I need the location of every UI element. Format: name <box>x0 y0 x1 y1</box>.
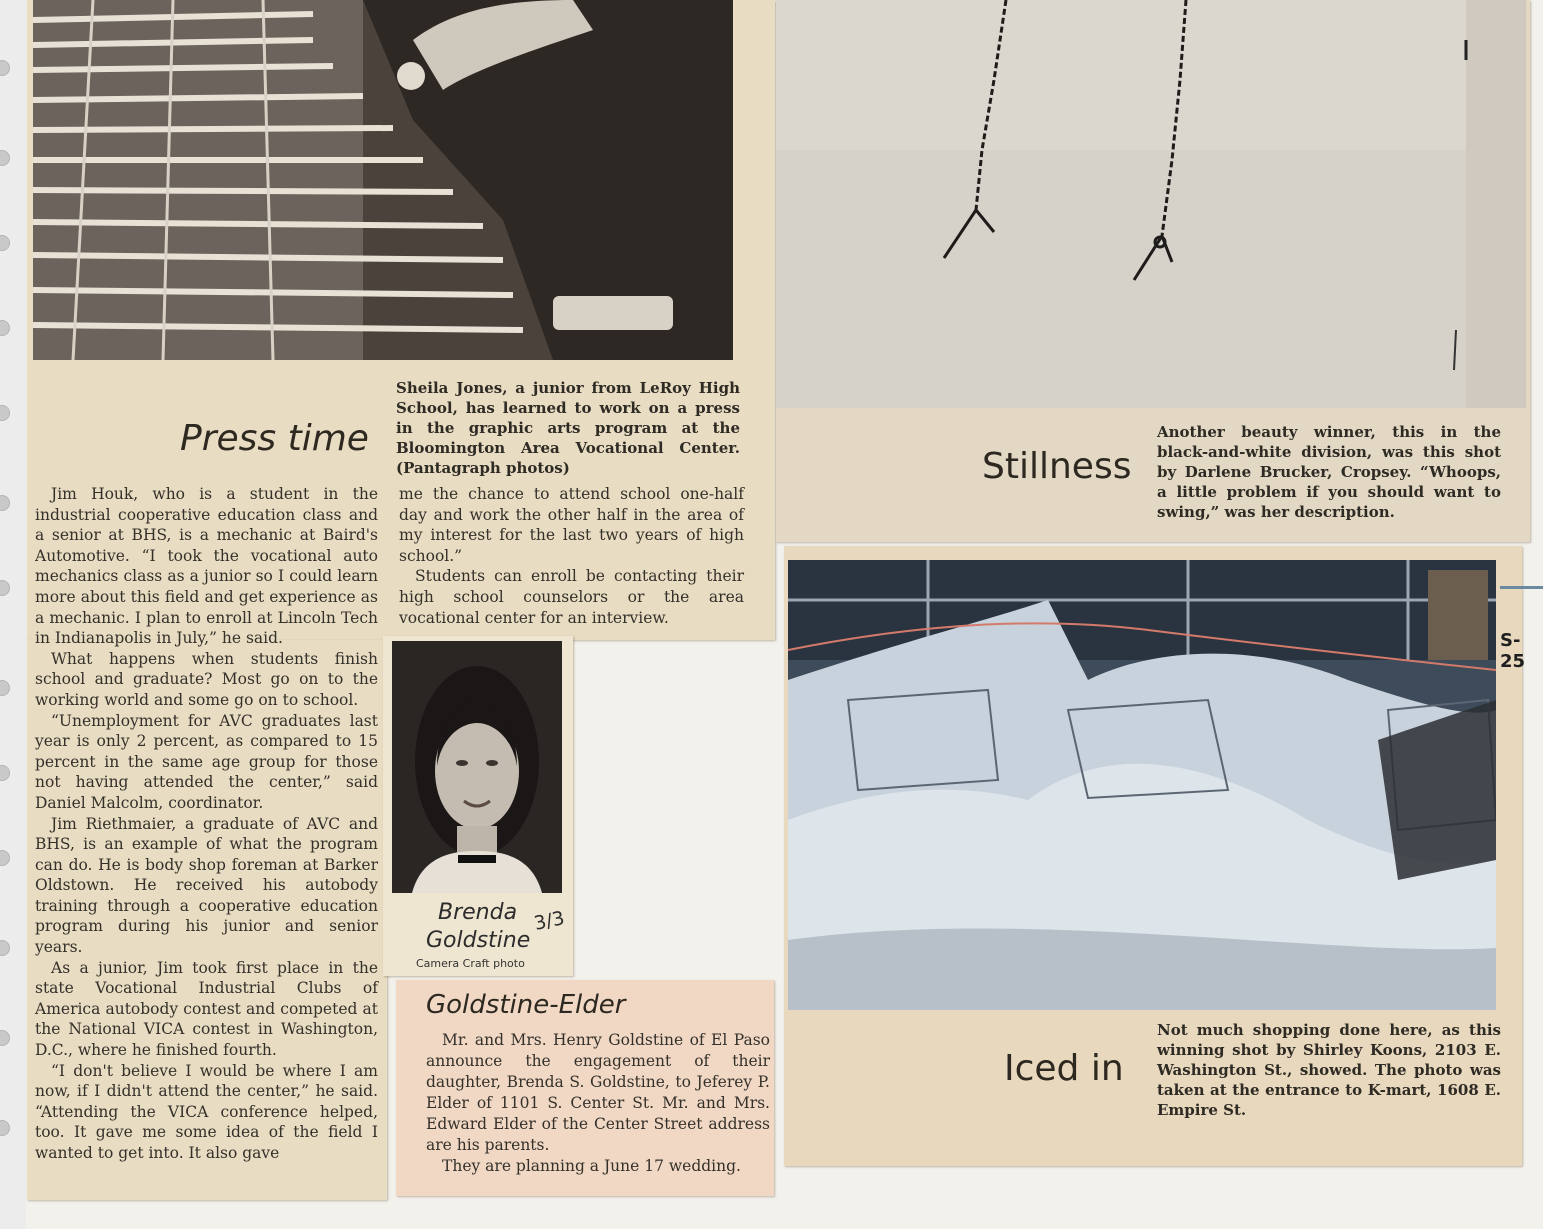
binder-hole <box>0 765 10 781</box>
paragraph: “I don't believe I would be where I am now, if I didn't attend the center,” he said. “Attending the VICA conference helped, too. It gave me some idea of the field I wanted to get into. It also gave <box>35 1061 378 1162</box>
brenda-name-line-1: Brenda <box>438 900 518 925</box>
press-photo <box>33 0 733 360</box>
paragraph: As a junior, Jim took first place in the state Vocational Industrial Clubs of America autobody contest and competed at the National VICA contest in Washington, D.C., where he finished fourth. <box>35 958 378 1060</box>
page-number: S-25 <box>1500 630 1526 672</box>
paragraph: What happens when students finish school and graduate? Most go on to the working world and some go on to school. <box>35 649 378 709</box>
binder-hole <box>0 680 10 696</box>
iced-in-caption: Not much shopping done here, as this winning shot by Shirley Koons, 2103 E. Washington St., showed. The photo was taken at the entrance to K-mart, 1608 E. Empire St. <box>1157 1021 1501 1119</box>
photo-credit: Camera Craft photo <box>416 957 525 970</box>
press-time-caption: Sheila Jones, a junior from LeRoy High School, has learned to work on a press in the graphic arts program at the Bloomington Area Vocational Center. (Pantagraph photos) <box>396 379 740 477</box>
binder-hole <box>0 940 10 956</box>
engagement-body <box>426 1030 770 1177</box>
paragraph: “Unemployment for AVC graduates last year is only 2 percent, as compared to 15 percent in the same age group for those not having attended the center,” said Daniel Malcolm, coordinator. <box>35 711 378 812</box>
binder-hole <box>0 495 10 511</box>
iced-in-photo <box>788 560 1496 1010</box>
binder-hole <box>0 850 10 866</box>
stillness-caption: Another beauty winner, this in the black-and-white division, was this shot by Darlene Brucker, Cropsey. “Whoops, a little problem if you should want to swing,” was her description. <box>1157 423 1501 521</box>
binder-edge <box>0 0 26 1229</box>
paragraph: Mr. and Mrs. Henry Goldstine of El Paso announce the engagement of their daughter, Brenda S. Goldstine, to Jeferey P. Elder of 1101 S. Center St. Mr. and Mrs. Edward Elder of the Center Street address are his parents. <box>426 1031 770 1154</box>
paragraph: Jim Houk, who is a student in the industrial cooperative education class and a senior at BHS, is a mechanic at Baird's Automotive. “I took the vocational auto mechanics class as a junior so I could learn more about this field and get experience as a mechanic. I plan to enroll at Lincoln Tech in Indianapolis in July,” he said. <box>35 485 378 648</box>
brenda-portrait <box>392 641 562 893</box>
press-time-headline: Press time <box>180 418 369 459</box>
binder-hole <box>0 405 10 421</box>
handwritten-date: 3/3 <box>532 907 567 935</box>
binder-hole <box>0 580 10 596</box>
binder-hole <box>0 60 10 76</box>
binder-hole <box>0 235 10 251</box>
paragraph: Students can enroll be contacting their high school counselors or the area vocational center for an interview. <box>399 567 744 627</box>
brenda-name-line-2: Goldstine <box>426 928 531 953</box>
engagement-headline: Goldstine-Elder <box>426 990 626 1020</box>
binder-hole <box>0 1120 10 1136</box>
paragraph: me the chance to attend school one-half day and work the other half in the area of my interest for the last two years of high school.” <box>399 485 744 565</box>
paragraph: They are planning a June 17 wedding. <box>442 1157 741 1175</box>
stillness-headline: Stillness <box>982 446 1132 487</box>
paragraph: Jim Riethmaier, a graduate of AVC and BHS, is an example of what the program can do. He is body shop foreman at Barker Oldstown. He received his autobody training through a cooperative education program during his junior and senior years. <box>35 814 378 957</box>
binder-hole <box>0 150 10 166</box>
stillness-photo <box>776 0 1526 408</box>
iced-in-headline: Iced in <box>1004 1048 1124 1089</box>
press-time-column-1 <box>35 484 378 1164</box>
underlying-page-rule <box>1500 586 1543 589</box>
binder-hole <box>0 1030 10 1046</box>
binder-hole <box>0 320 10 336</box>
press-time-column-2 <box>399 484 744 628</box>
